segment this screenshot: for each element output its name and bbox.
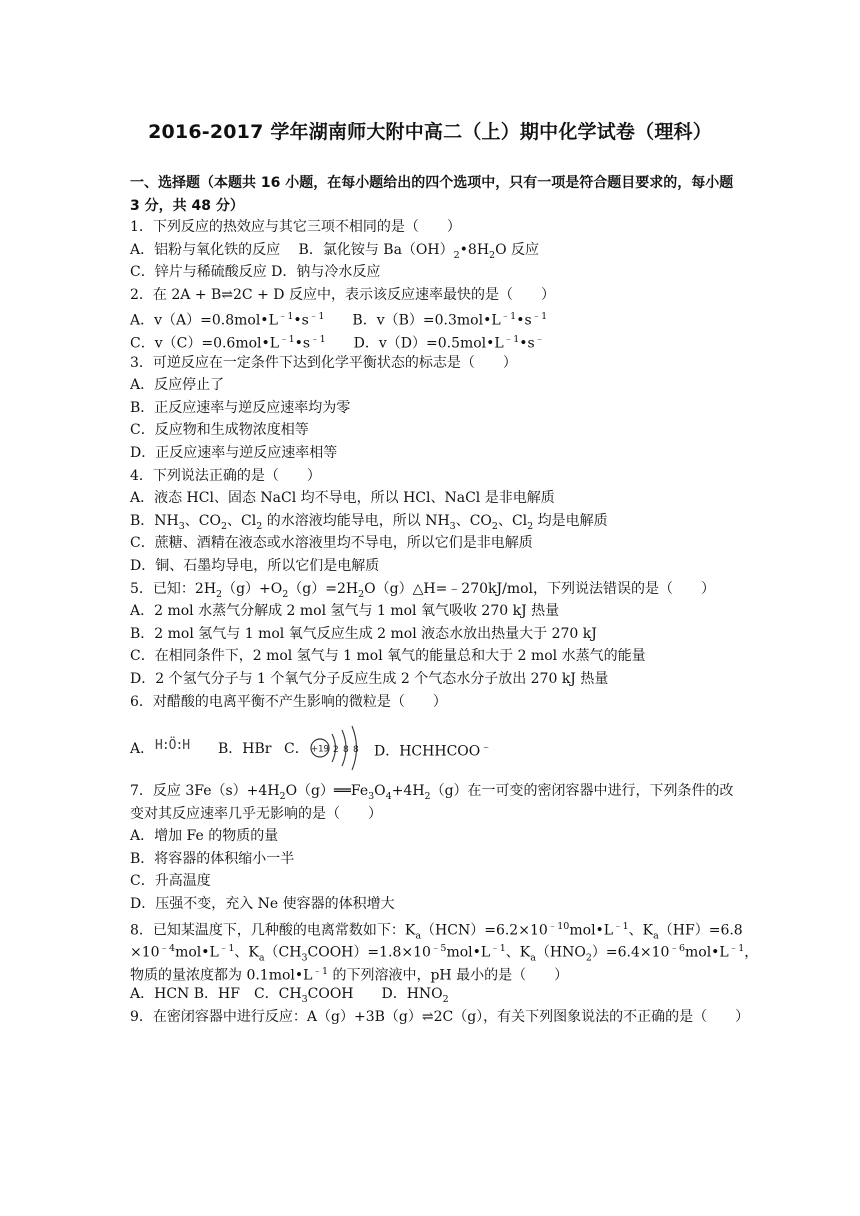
text-line-20: D．2 个氢气分子与 1 个氧气分子反应生成 2 个气态水分子放出 270 kJ 热量 xyxy=(130,671,609,687)
text-line-12: A．液态 HCl、固态 NaCl 均不导电，所以 HCl、NaCl 是非电解质 xyxy=(130,490,555,507)
text-line-0: 1．下列反应的热效应与其它三项不相同的是（ ） xyxy=(130,219,461,235)
text2-line-6: 8．已知某温度下，几种酸的电离常数如下：$K_a(HCN)=6.2\times 10^{﹣10}mol•L^{﹣1}$、$K_a(HF)=6.8$ xyxy=(130,920,743,942)
svg-text:2: 2 xyxy=(333,745,339,755)
text2-line-5: D．压强不变，充入 Ne 使容器的体积增大 xyxy=(130,896,395,912)
text-line-10: D．正反应速率与逆反应速率相等 xyxy=(130,445,338,461)
text-line-15: D．铜、石墨均导电，所以它们是电解质 xyxy=(130,558,380,574)
option-c-label: C． xyxy=(284,741,309,757)
question-6-options xyxy=(130,728,550,768)
text2-line-10: 9．在密闭容器中进行反应：A（g）+3B（g）⇌2C（g），有关下列图象说法的不正确的是（ ） xyxy=(130,1009,750,1025)
svg-text:8: 8 xyxy=(343,745,349,755)
text-line-21: 6．对醋酸的电离平衡不产生影响的微粒是（ ） xyxy=(130,693,447,710)
option-a-label: A． xyxy=(130,741,155,757)
text2-line-8: 物质的量浓度都为 $0.1mol•L^{﹣1}$ 的下列溶液中，pH 最小的是（ ） xyxy=(130,965,569,984)
svg-text:+19: +19 xyxy=(311,744,329,755)
text2-line-1: 变对其反应速率几乎无影响的是（ ） xyxy=(130,805,382,822)
text-line-8: B．正反应速率与逆反应速率均为零 xyxy=(130,399,351,416)
text-line-6: 3．可逆反应在一定条件下达到化学平衡状态的标志是（ ） xyxy=(130,354,517,371)
text-line-11: 4．下列说法正确的是（ ） xyxy=(130,467,321,484)
text-line-1: A．铝粉与氧化铁的反应 B．氯化铵与 $Ba(OH)_2•8H_2O$ 反应 xyxy=(130,241,540,261)
text-line-19: C．在相同条件下，2 mol 氢气与 1 mol 氧气的能量总和大于 2 mol 水蒸气的能量 xyxy=(130,648,646,665)
text-line-13: B．$NH_3$、$CO_2$、$Cl_2$ 的水溶液均能导电，所以 $NH_3$、$CO_2$、$Cl_2$ 均是电解质 xyxy=(130,512,608,532)
svg-text:8: 8 xyxy=(353,745,359,755)
text-line-16: 5．已知：$2H_2(g)+O_2(g)=2H_2O(g)\triangle H=﹣270kJ$/mol，下列说法错误的是（ ） xyxy=(130,580,716,600)
text-line-4: A．$v(A)=0.8mol•L^{﹣1}•s^{﹣1}$ B．$v(B)=0.3mol•L^{﹣1}•s^{﹣1}$ xyxy=(130,311,548,330)
text-line-9: C．反应物和生成物浓度相等 xyxy=(130,422,309,439)
text-line-2: C．锌片与稀硫酸反应 D．钠与冷水反应 xyxy=(130,264,381,281)
text-line-5: C．$v(C)=0.6mol•L^{﹣1}•s^{﹣1}$ D．$v(D)=0.5mol•L^{﹣1}•s^﹣$ xyxy=(130,334,545,352)
text-line-7: A．反应停止了 xyxy=(130,377,225,394)
option-d-text: D．HCHHCOO﹣ xyxy=(374,739,492,760)
text2-line-3: B．将容器的体积缩小一半 xyxy=(130,850,295,867)
text2-line-4: C．升高温度 xyxy=(130,873,211,890)
text-line-18: B．2 mol 氢气与 1 mol 氧气反应生成 2 mol 液态水放出热量大于 270 kJ xyxy=(130,625,597,642)
text-line-3: 2．在 2A + B⇌2C + D 反应中，表示该反应速率最快的是（ ） xyxy=(130,286,555,303)
page-title: 2016-2017 学年湖南师大附中高二（上）期中化学试卷（理科） xyxy=(148,121,712,143)
water-lewis-structure: H:Ö:H xyxy=(155,738,190,753)
atom-structure-diagram xyxy=(308,722,370,774)
text-line-17: A．2 mol 水蒸气分解成 2 mol 氢气与 1 mol 氧气吸收 270 kJ 热量 xyxy=(130,603,560,620)
option-b-text: B．HBr xyxy=(218,741,272,757)
text2-line-7: $\times 10^{﹣4}mol•L^{﹣1}$、$K_a(CH_3COOH)=1.8\times 10^{﹣5}mol•L^{﹣1}$、$K_a(HNO_2)=6.4\times 10^{﹣6}mol•L^{﹣1}$， xyxy=(130,943,759,964)
section-header: 一、选择题（本题共 16 小题，在每小题给出的四个选项中，只有一项是符合题目要求的，每小题 3 分，共 48 分） xyxy=(130,175,734,214)
text-line-14: C．蔗糖、酒精在液态或水溶液里均不导电，所以它们是非电解质 xyxy=(130,535,533,552)
text2-line-9: A．HCN B．HF C．$CH_3COOH$ D．$HNO_2$ xyxy=(130,986,449,1006)
text2-line-2: A．增加 Fe 的物质的量 xyxy=(130,828,279,845)
text2-line-0: 7．反应 $3Fe(s)+4H_2O(g)══Fe_3O_4+4H_2(g)$在一可变的密闭容器中进行，下列条件的改 xyxy=(130,783,734,802)
